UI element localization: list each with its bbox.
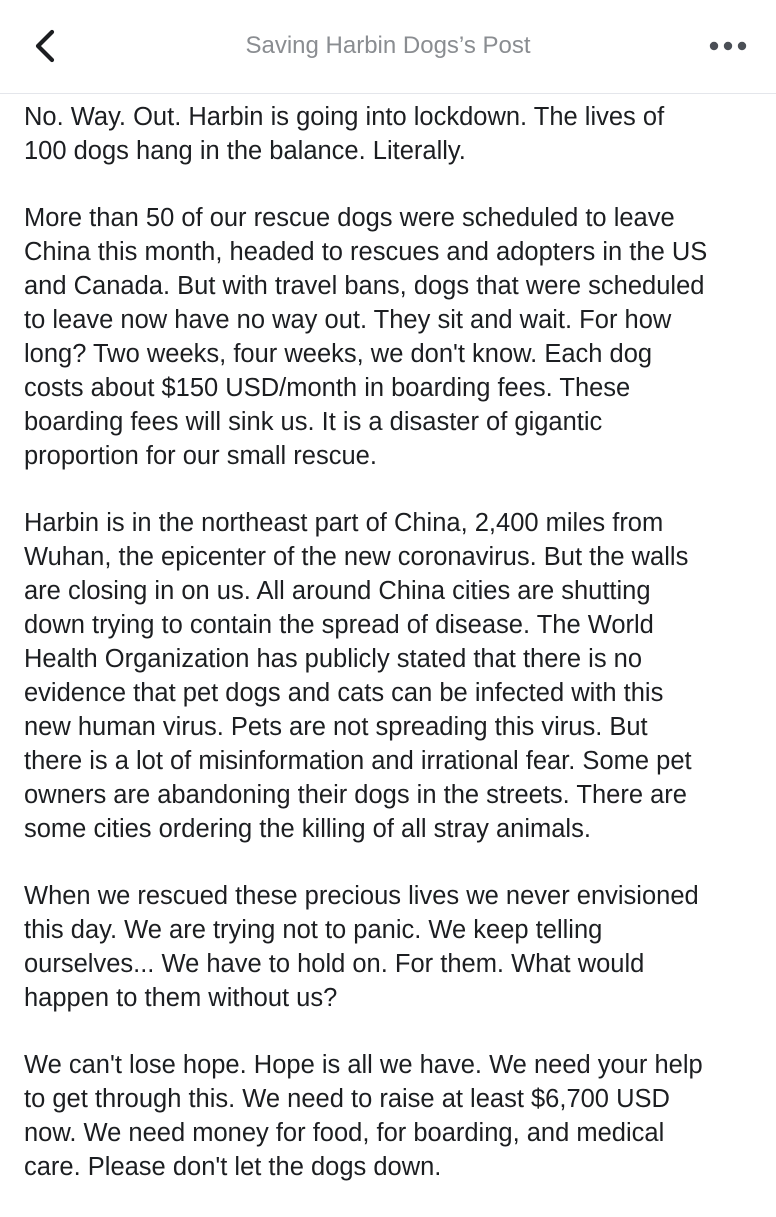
post-paragraph: We can't lose hope. Hope is all we have. We need your help to get through this. We need to raise at least $6,700 USD now. We need money for food, for boarding, and medical care. Please don't let the dogs down.: [24, 1051, 703, 1181]
post-paragraph: More than 50 of our rescue dogs were scheduled to leave China this month, headed to rescues and adopters in the US and Canada. But with travel bans, dogs that were scheduled to leave now have no way out. They sit and wait. For how long? Two weeks, four weeks, we don't know. Each dog costs about $150 USD/month in boarding fees. These boarding fees will sink us. It is a disaster of gigantic proportion for our small rescue.: [24, 204, 708, 470]
post-body: [24, 100, 759, 1217]
chevron-left-icon: [33, 29, 59, 63]
top-navigation-bar: [0, 0, 776, 94]
page-title: Saving Harbin Dogs’s Post: [245, 32, 531, 59]
post-paragraph: When we rescued these precious lives we never envisioned this day. We are trying not to panic. We keep telling ourselves... We have to hold on. For them. What would happen to them without us?: [24, 882, 699, 1012]
more-horizontal-icon: [708, 40, 748, 52]
back-button[interactable]: [22, 22, 70, 70]
post-paragraph: Harbin is in the northeast part of China, 2,400 miles from Wuhan, the epicenter of the new coronavirus. But the walls are closing in on us. All around China cities are shutting down trying to contain the spread of disease. The World Health Organization has publicly stated that there is no evidence that pet dogs and cats can be infected with this new human virus. Pets are not spreading this virus. But there is a lot of misinformation and irrational fear. Some pet owners are abandoning their dogs in the streets. There are some cities ordering the killing of all stray animals.: [24, 509, 692, 843]
more-options-button[interactable]: [702, 26, 754, 66]
post-paragraph: No. Way. Out. Harbin is going into lockdown. The lives of 100 dogs hang in the balance. Literally.: [24, 103, 665, 165]
